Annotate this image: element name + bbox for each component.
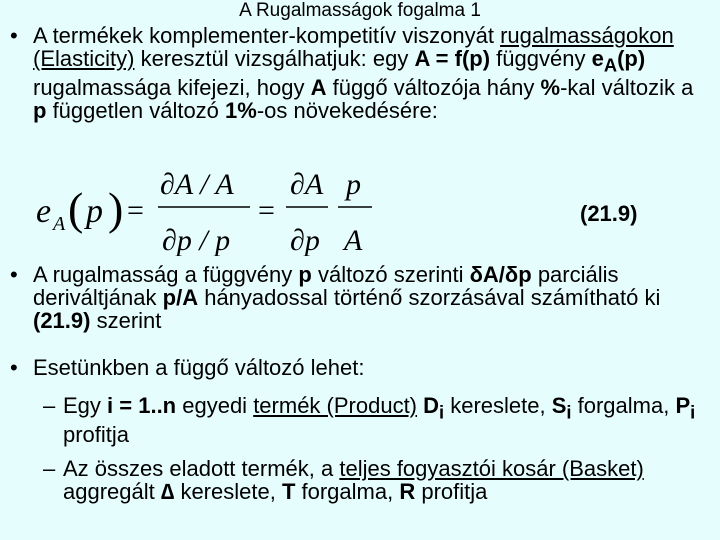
bullet-marker: • [10, 23, 18, 48]
bullet-text: Esetünkben a függő változó lehet: [33, 355, 365, 380]
formula-numerator-1: ∂A / A [160, 168, 234, 201]
bullet-item-3 [10, 356, 710, 379]
bullet-marker: • [10, 262, 18, 287]
sub-bullet-text: Egy i = 1..n egyedi termék (Product) $D_i$ kereslete, $S_i$ forgalma, $P_i$ profitja [63, 393, 696, 448]
sub-bullet-text: Az összes eladott termék, a teljes fogyasztói kosár (Basket) aggregált ∆ kereslete, T forgalma, R profitja [63, 456, 644, 504]
product-term: termék (Product) [253, 393, 418, 418]
formula-denominator-2a: ∂p [290, 224, 320, 256]
formula-e-sub: A [53, 213, 66, 235]
equation-number: (21.9) [580, 201, 638, 226]
sub-bullet-item-2 [43, 457, 719, 503]
formula-equals-1: = [127, 194, 144, 227]
slide-title: A Rugalmasságok fogalma 1 [239, 0, 481, 21]
formula-numerator-2b: p [346, 168, 361, 201]
bullet-text: A rugalmasság a függvény p változó szerinti δA/δp parciális deriváltjának p/A hányadossal történő szorzásával számítható ki (21.9) szerint [33, 262, 661, 333]
dash-marker: – [43, 456, 56, 481]
basket-term: teljes fogyasztói kosár (Basket) [339, 456, 644, 481]
formula-numerator-2a: ∂A [290, 168, 324, 201]
formula-rparen: ) [108, 183, 124, 234]
bullet-text: A termékek komplementer-kompetitív viszonyát rugalmasságokon (Elasticity) keresztül vizsgálhatjuk: egy A = f(p) függvény $e_A(p)$ rugalmassága kifejezi, hogy A függő változója hány %-kal változik a p független változó 1%-os növekedésére: [33, 23, 694, 124]
bullet-marker: • [10, 355, 18, 380]
formula-e: e [36, 193, 52, 230]
elasticity-term: rugalmasságokon (Elasticity) [33, 23, 674, 71]
bullet-item-2 [10, 263, 710, 332]
sub-bullet-item-1 [43, 394, 719, 446]
elasticity-formula [28, 164, 388, 261]
formula-p: p [86, 193, 103, 230]
formula-lparen: ( [68, 183, 84, 234]
formula-equals-2: = [258, 194, 275, 227]
formula-denominator-2b: A [344, 224, 363, 256]
bullet-item-1 [10, 24, 710, 122]
dash-marker: – [43, 393, 56, 418]
formula-graphic [28, 164, 388, 256]
formula-denominator-1: ∂p / p [162, 224, 231, 256]
